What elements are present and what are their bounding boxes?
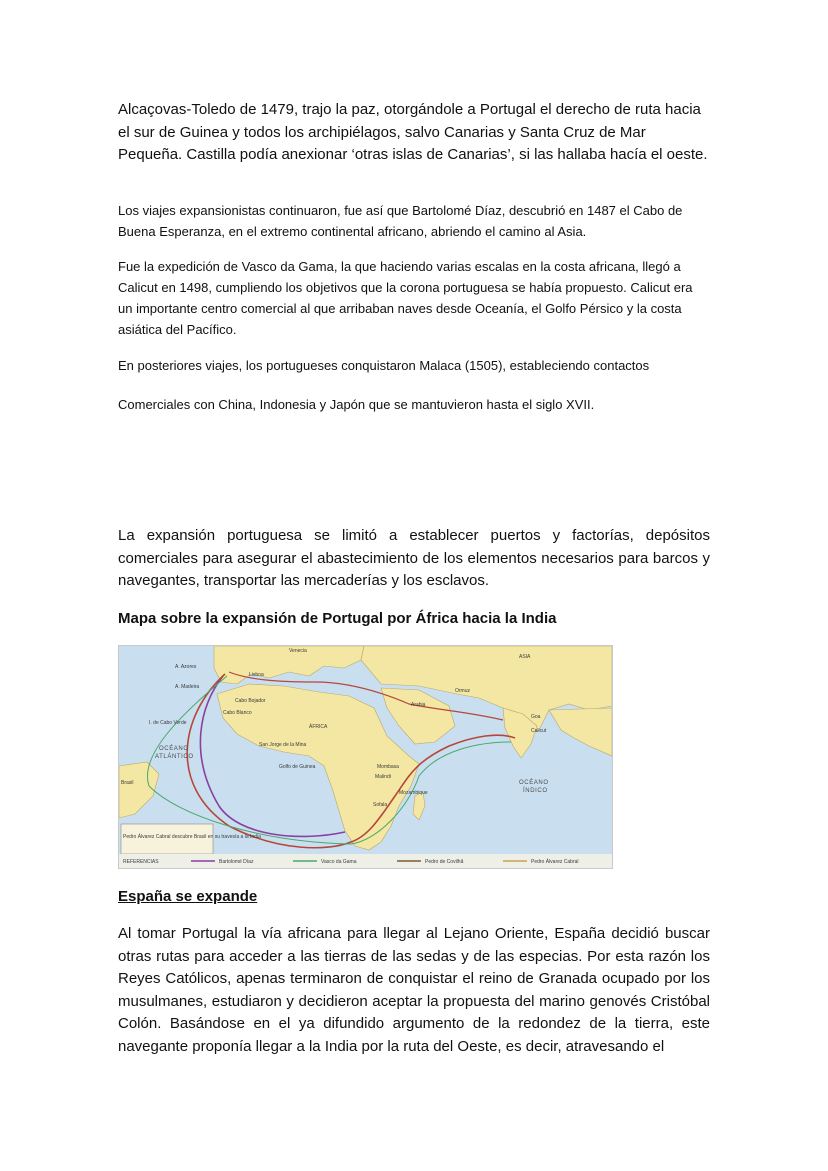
paragraph-malaca: En posteriores viajes, los portugueses conquistaron Malaca (1505), estableciendo contactos [118,358,650,373]
map-label-indico-2: ÍNDICO [523,788,548,794]
map-legend-diaz: Bartolomé Díaz [219,859,254,865]
paragraph-bartolome-diaz: Los viajes expansionistas continuaron, fue así que Bartolomé Díaz, descubrió en 1487 el Cabo de Buena Esperanza, en el extremo continental africano, abriendo el camino al Asia. [118,203,683,239]
map-title: Mapa sobre la expansión de Portugal por África hacia la India [118,610,557,627]
paragraph-comerciales: Comerciales con China, Indonesia y Japón que se mantuvieron hasta el siglo XVII. [118,397,595,412]
paragraph-vasco-da-gama: Fue la expedición de Vasco da Gama, la que haciendo varias escalas en la costa africana, llegó a Calicut en 1498, cumpliendo los objetivos que la corona portuguesa se había propuesto. Calicut era un importante centro comercial al que arribaban naves desde Oceanía, el Golfo Pérsico y la costa asiática del Pacífico. [118,259,693,337]
map-label-ormuz: Ormuz [455,688,470,694]
section-title-espana: España se expande [118,888,258,905]
map-label-africa: ÁFRICA [309,724,328,730]
paragraph-alcacovas-treaty: Alcaçovas-Toledo de 1479, trajo la paz, otorgándole a Portugal el derecho de ruta hacia el sur de Guinea y todos los archipiélagos, salvo Canarias y Santa Cruz de Mar Pequeña. Castilla podía anexionar ‘otras islas de Canarias’, si las hallaba hacía el oeste. [118,101,708,163]
map-label-mombasa: Mombasa [377,764,399,770]
map-label-cabo-verde: I. de Cabo Verde [149,720,187,726]
map-inset-text: Pedro Álvarez Cabral descubre Brasil en su travesía a la India [123,834,261,840]
map-legend-cabral: Pedro Álvarez Cabral [531,859,579,865]
map-label-cabo-blanco: Cabo Blanco [223,710,252,716]
map-label-indico-1: OCÉANO [519,780,549,786]
map-label-brasil: Brasil [121,780,134,786]
map-legend-covilha: Pedro de Covilhã [425,859,464,865]
portugal-expansion-map [118,645,613,869]
map-label-guinea: Golfo de Guinea [279,764,316,770]
map-label-mozambique: Mozambique [399,790,428,796]
map-legend-gama: Vasco da Gama [321,859,357,865]
map-label-madeira: A. Madeira [175,684,200,690]
map-label-sao-jorge: San Jorge de la Mina [259,742,307,748]
map-label-malindi: Malindi [375,774,391,780]
map-label-arabia: Arabia [411,702,426,708]
map-label-lisboa: Lisboa [249,672,264,678]
map-label-oceano-1: OCÉANO [159,746,189,752]
map-label-calicut: Calicut [531,728,547,734]
map-label-asia: ASIA [519,654,531,660]
map-legend-title: REFERENCIAS [123,859,159,865]
map-label-oceano-2: ATLÁNTICO [155,754,194,760]
map-label-sofala: Sofala [373,802,388,808]
paragraph-expansion-portuguesa: La expansión portuguesa se limitó a establecer puertos y factorías, depósitos comerciales para asegurar el abastecimiento de los elementos necesarios para barcos y navegantes, transportar las mercaderías y los esclavos. [118,527,710,589]
map-label-azores: A. Azores [175,664,197,670]
map-label-cabo-bojador: Cabo Bojador [235,698,266,704]
map-label-venecia: Venecia [289,648,307,654]
paragraph-espana-expande: Al tomar Portugal la vía africana para llegar al Lejano Oriente, España decidió buscar otras rutas para acceder a las tierras de las sedas y de las especias. Por esta razón los Reyes Católicos, apenas terminaron de conquistar el reino de Granada ocupado por los musulmanes, estudiaron y decidieron aceptar la propuesta del marino genovés Cristóbal Colón. Basándose en el ya difundido argumento de la redondez de la tierra, este navegante proponía llegar a la India por la ruta del Oeste, es decir, atravesando el [118,925,710,1055]
map-label-goa: Goa [531,714,541,720]
